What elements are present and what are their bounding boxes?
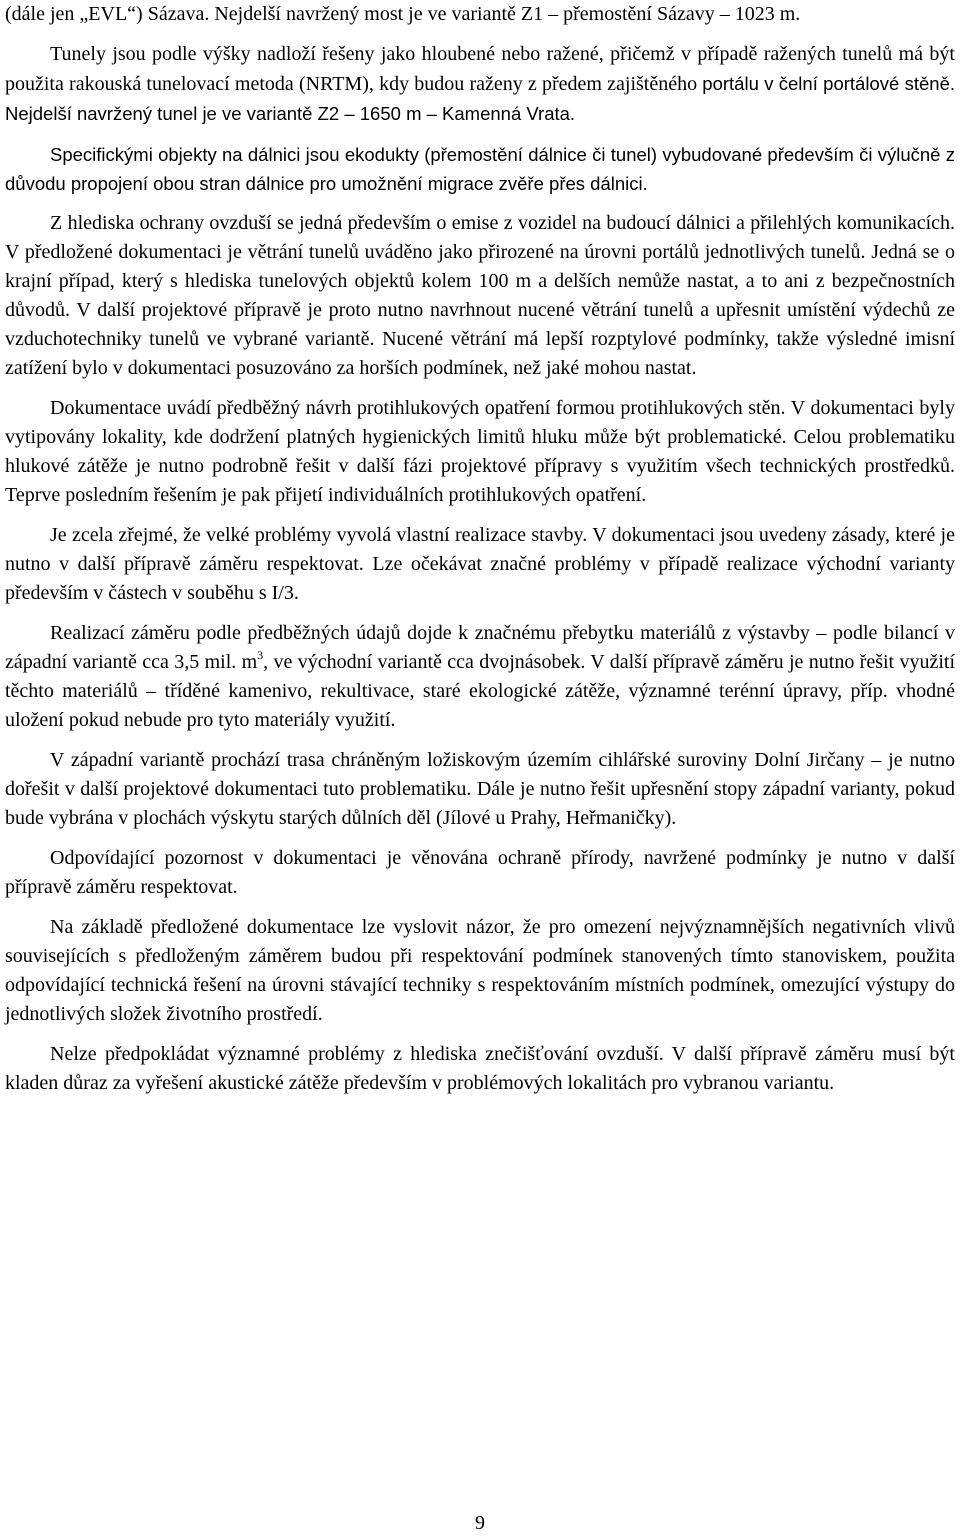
document-page [5, 0, 955, 1109]
paragraph-final: Nelze předpokládat významné problémy z hlediska znečišťování ovzduší. V další přípravě záměru musí být kladen důraz za vyřešení akustické zátěže především v problémových lokalitách pro vybranou variantu. [5, 1043, 955, 1094]
paragraph-nature: Odpovídající pozornost v dokumentaci je věnována ochraně přírody, navržené podmínky je nutno v další přípravě záměru respektovat. [5, 847, 955, 898]
paragraph-ecoducts: Specifickými objekty na dálnici jsou ekodukty (přemostění dálnice či tunel) vybudované především či výlučně z důvodu propojení obou stran dálnice pro umožnění migrace zvěře přes dálnici. [5, 144, 955, 194]
paragraph-materials [5, 619, 955, 735]
paragraph-materials-superscript: 3 [257, 648, 264, 663]
page-number: 9 [475, 1512, 485, 1534]
paragraph-tunnels-part-a: Tunely jsou podle výšky nadloží řešeny jako hloubené nebo ražené, přičemž v případě ražených tunelů má být použita rakouská tunelovací metoda (NRTM), kdy budou raženy z předem zajištěného [5, 43, 955, 95]
paragraph-noise: Dokumentace uvádí předběžný návrh protihlukových opatření formou protihlukových stěn. V dokumentaci byly vytipovány lokality, kde dodržení platných hygienických limitů hluku může být problematické. Celou problematiku hlukové zátěže je nutno podrobně řešit v další fázi projektové přípravy s využitím všech technických prostředků. Teprve posledním řešením je pak přijetí individuálních protihlukových opatření. [5, 397, 955, 506]
paragraph-deposit: V západní variantě prochází trasa chráněným ložiskovým územím cihlářské suroviny Dolní Jirčany – je nutno dořešit v další projektové dokumentaci tuto problematiku. Dále je nutno řešit upřesnění stopy západní varianty, pokud bude vybrána v plochách výskytu starých důlních děl (Jílové u Prahy, Heřmaničky). [5, 749, 955, 829]
paragraph-intro: (dále jen „EVL“) Sázava. Nejdelší navržený most je ve variantě Z1 – přemostění Sázavy – 1023 m. [5, 3, 801, 25]
paragraph-materials-part-a: Realizací záměru podle předběžných údajů dojde k značnému přebytku materiálů z výstavby – podle bilancí v západní variantě cca 3,5 mil. m [5, 622, 955, 673]
paragraph-air-protection: Z hlediska ochrany ovzduší se jedná především o emise z vozidel na budoucí dálnici a přilehlých komunikacích. V předložené dokumentaci je větrání tunelů uváděno jako přirozené na úrovni portálů jednotlivých tunelů. Jedná se o krajní případ, který s hlediska tunelových objektů kolem 100 m a delších nemůže nastat, a to ani z bezpečnostních důvodů. V další projektové přípravě je proto nutno navrhnout nucené větrání tunelů a upřesnit umístění výdechů ze vzduchotechniky tunelů ve vybrané variantě. Nucené větrání má lepší rozptylové podmínky, takže výsledné imisní zatížení bylo v dokumentaci posuzováno za horších podmínek, než jaké mohou nastat. [5, 212, 955, 379]
paragraph-tunnels-part-b: portálu v čelní portálové stěně. Nejdelší navržený tunel je ve variantě Z2 – 1650 m – Kamenná Vrata. [5, 73, 955, 124]
paragraph-tunnels [5, 40, 955, 129]
paragraph-construction: Je zcela zřejmé, že velké problémy vyvolá vlastní realizace stavby. V dokumentaci jsou uvedeny zásady, které je nutno v další přípravě záměru respektovat. Lze očekávat značné problémy v případě realizace východní varianty především v částech v souběhu s I/3. [5, 524, 955, 604]
paragraph-conclusion: Na základě předložené dokumentace lze vyslovit názor, že pro omezení nejvýznamnějších negativních vlivů souvisejících s předloženým záměrem budou při respektování podmínek stanovených tímto stanoviskem, použita odpovídající technická řešení na úrovni stávající techniky s respektováním místních podmínek, omezující výstupy do jednotlivých složek životního prostředí. [5, 916, 955, 1025]
paragraph-materials-part-b: , ve východní variantě cca dvojnásobek. V další přípravě záměru je nutno řešit využití těchto materiálů – tříděné kamenivo, rekultivace, staré ekologické zátěže, významné terénní úpravy, příp. vhodné uložení pokud nebude pro tyto materiály využití. [5, 651, 956, 731]
